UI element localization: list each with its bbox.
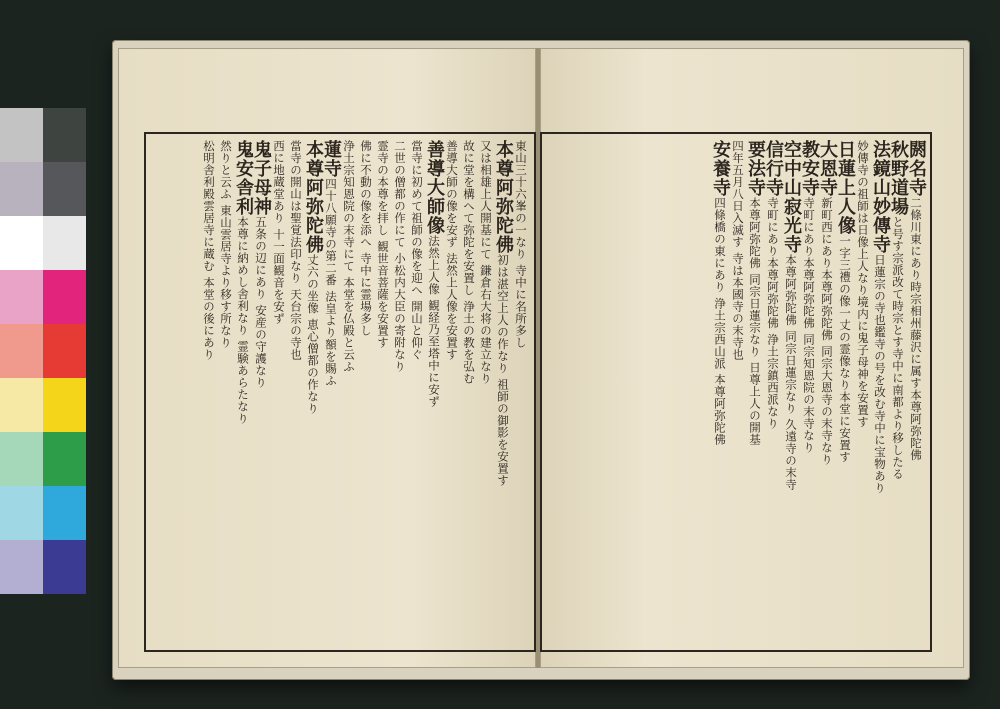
color-patch (0, 270, 43, 324)
temple-heading: 安養寺 (710, 140, 731, 197)
column-text: 松明舎利殿雲居寺に蔵む 本堂の後にあり (202, 140, 216, 361)
text-column (233, 140, 254, 644)
color-patch (43, 540, 86, 594)
text-column (444, 140, 459, 644)
text-column (781, 140, 802, 644)
column-text: 霊寺の本尊を拝し 観世音菩薩を安置す (376, 140, 390, 349)
column-text: 四年五月八日入滅す 寺は本國寺の末寺也 (731, 140, 745, 361)
left-page (118, 48, 536, 668)
temple-heading: 法鏡山妙傳寺 (870, 140, 891, 254)
left-page-text-frame (144, 132, 536, 652)
left-page-columns (152, 140, 528, 644)
text-column (493, 140, 514, 644)
text-column (341, 140, 356, 644)
text-column (251, 140, 272, 644)
text-column (906, 140, 927, 644)
temple-heading: 大恩寺 (817, 140, 838, 197)
temple-heading: 鬼安舎利 (233, 140, 254, 216)
temple-heading: 鬼子母神 (251, 140, 272, 216)
temple-heading: 信行寺 (763, 140, 784, 197)
color-patch (0, 216, 43, 270)
temple-heading: 本尊阿弥陀佛 (493, 140, 514, 254)
column-text: 本尊阿弥陀佛 同宗日蓮宗なり 日尊上人の開基 (748, 197, 762, 446)
text-column (888, 140, 909, 644)
text-column (710, 140, 731, 644)
column-text: 寺町にあり本尊阿弥陀佛 浄土宗鎮西派なり (766, 197, 780, 430)
text-column (271, 140, 286, 644)
right-page-text-frame (540, 132, 932, 652)
text-column (461, 140, 476, 644)
column-text: 又は相雄上人開基にて 鎌倉右大将の建立なり (479, 140, 493, 385)
column-text: 西に地蔵堂あり 十一面観音を安ず (272, 140, 286, 325)
column-text: 四條橋の東にあり 浄土宗西山派 本尊阿弥陀佛 (713, 197, 727, 446)
temple-heading: 教安寺 (799, 140, 820, 197)
color-patch (0, 432, 43, 486)
color-patch (43, 162, 86, 216)
column-text: と号す宗派改て時宗とす寺中に南都より移したる (891, 216, 905, 480)
column-text: 一字三禮の像一丈の霊像なり本堂に安置す (838, 235, 852, 463)
column-text: 二條川東にあり時宗相州藤沢に属す本尊阿弥陀佛 (909, 197, 923, 461)
column-text: 故に堂を構へて弥陀を安置し 浄土の教を弘む (462, 140, 476, 385)
column-text: 當寺の開山は聖覚法印なり 天台宗の寺也 (289, 140, 303, 361)
temple-heading: 閼名寺 (906, 140, 927, 197)
column-text: 五条の辺にあり 安産の守護なり (254, 216, 268, 389)
temple-heading: 本尊阿弥陀佛 (303, 140, 324, 254)
column-text: 法然上人像 観経乃至塔中に安ず (427, 235, 441, 408)
column-text: 新町西にあり本尊阿弥陀佛 同宗大恩寺の末寺なり (820, 197, 834, 466)
color-patch (43, 324, 86, 378)
color-patch (43, 108, 86, 162)
color-patch (43, 486, 86, 540)
color-patch (43, 216, 86, 270)
text-column (424, 140, 445, 644)
text-column (513, 140, 528, 644)
text-column (358, 140, 373, 644)
column-text: 本尊阿弥陀佛 同宗日蓮宗なり 久遠寺の末寺 (784, 254, 798, 491)
text-column (288, 140, 303, 644)
text-column (321, 140, 342, 644)
column-text: 當寺に初めて祖師の像を迎へ 開山と仰ぐ (410, 140, 424, 361)
column-text: 丈六の坐像 恵心僧都の作なり (306, 254, 320, 415)
text-column (745, 140, 766, 644)
text-column (409, 140, 424, 644)
text-column (799, 140, 820, 644)
temple-heading: 蓮寺 (321, 140, 342, 178)
text-column (817, 140, 838, 644)
temple-heading: 日蓮上人像 (835, 140, 856, 235)
color-patch (0, 540, 43, 594)
column-text: 寺町にあり本尊阿弥陀佛 同宗知恩院の末寺なり (802, 197, 816, 454)
column-text: 浄土宗知恩院の末寺にて 本堂を仏殿と云ふ (342, 140, 356, 373)
text-column (201, 140, 216, 644)
color-patch (0, 108, 43, 162)
right-page-columns (548, 140, 927, 644)
color-patch (0, 162, 43, 216)
temple-heading: 要法寺 (745, 140, 766, 197)
column-text: 東山三十六峯の一なり 寺中に名所多し (514, 140, 528, 349)
text-column (303, 140, 324, 644)
column-text: 佛に不動の像を添へ 寺中に霊場多し (359, 140, 373, 337)
column-text: 初は湛空上人の作なり 祖師の御影を安置す (496, 254, 510, 487)
column-text: 本尊に納めし舎利なり 霊験あらたなり (236, 216, 250, 425)
text-column (855, 140, 870, 644)
color-patch (0, 486, 43, 540)
column-text: 二世の僧都の作にて 小松内大臣の寄附なり (393, 140, 407, 373)
text-column (218, 140, 233, 644)
right-page (540, 48, 964, 668)
color-patch (43, 270, 86, 324)
column-text: 四十八願寺の第二番 法皇より額を賜ふ (324, 178, 338, 387)
text-column (478, 140, 493, 644)
text-column (730, 140, 745, 644)
column-text: 妙傳寺の祖師は日像上人なり境内に鬼子母神を安置す (856, 140, 870, 428)
text-column (392, 140, 407, 644)
column-text: 日蓮宗の寺也鑑寺の号を改む寺中に宝物あり (873, 254, 887, 494)
open-book (112, 40, 970, 680)
color-patch (43, 432, 86, 486)
column-text: 善導大師の像を安ず 法然上人像を安置す (445, 140, 459, 361)
text-column (870, 140, 891, 644)
temple-heading: 空中山寂光寺 (781, 140, 802, 254)
temple-heading: 善導大師像 (424, 140, 445, 235)
text-column (763, 140, 784, 644)
text-column (835, 140, 856, 644)
color-patch (0, 378, 43, 432)
color-calibration-strip (0, 108, 86, 596)
color-patch (0, 324, 43, 378)
color-patch (43, 378, 86, 432)
temple-heading: 秋野道場 (888, 140, 909, 216)
column-text: 然りと云ふ 東山雲居寺より移す所なり (219, 140, 233, 349)
text-column (375, 140, 390, 644)
